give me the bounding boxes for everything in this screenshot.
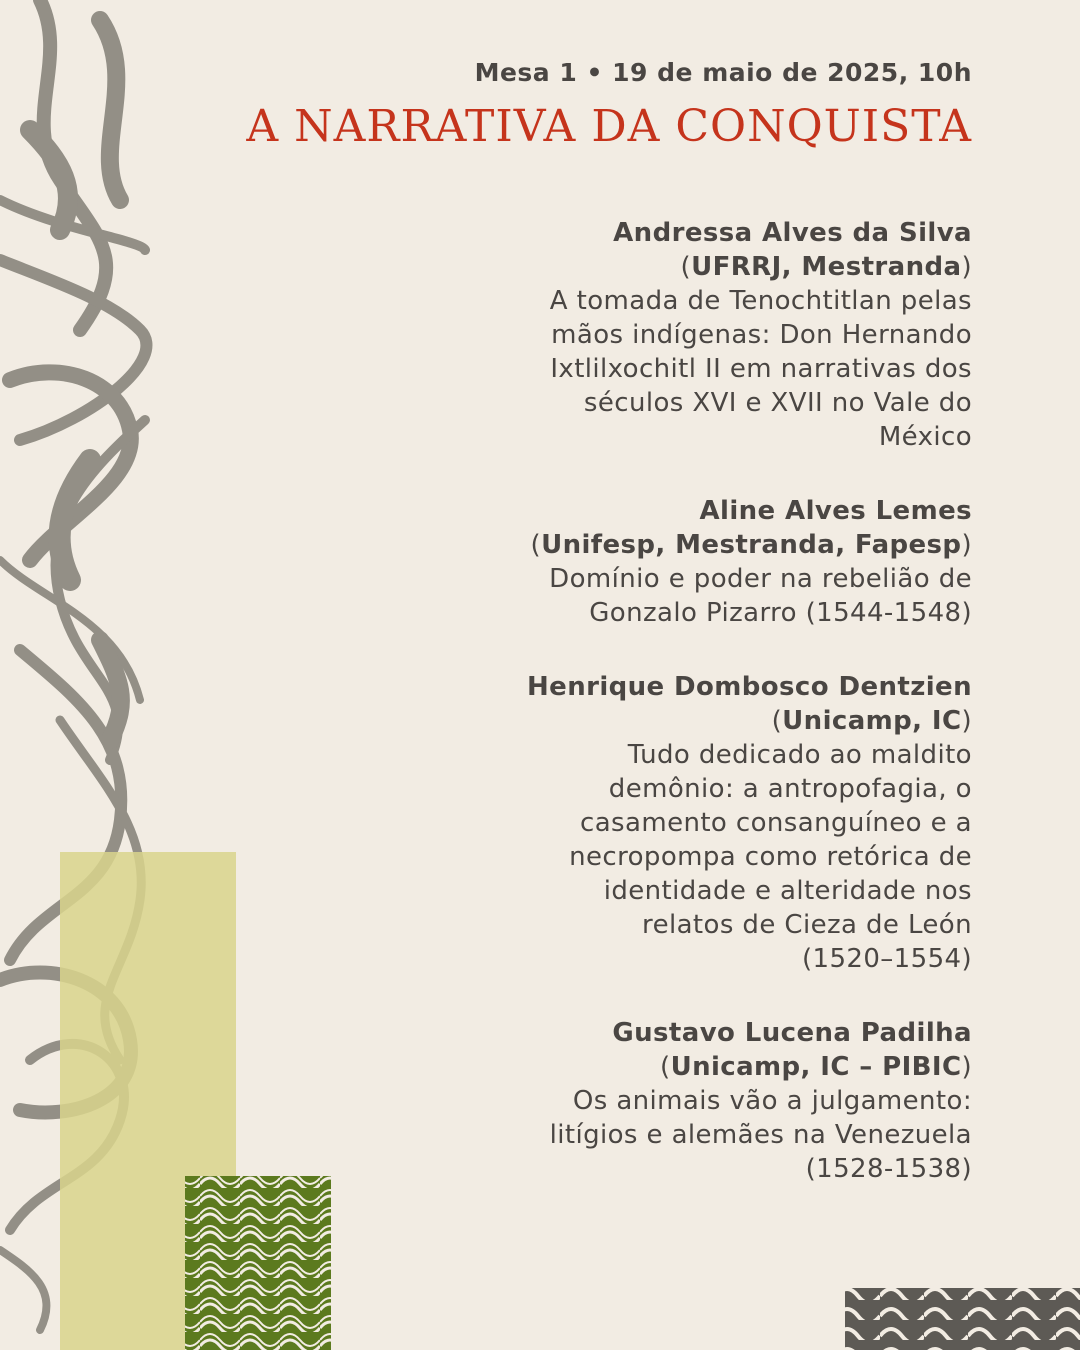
talk-title: Os animais vão a julgamento: litígios e alemães na Venezuela (1528-1538) (549, 1086, 972, 1184)
event-info (112, 58, 972, 1186)
speaker-block (112, 216, 972, 454)
speaker-affiliation: (Unifesp, Mestranda, Fapesp) (530, 530, 972, 560)
speaker-name: Gustavo Lucena Padilha (612, 1018, 972, 1048)
talk-title: Domínio e poder na rebelião de Gonzalo Pizarro (1544-1548) (549, 564, 972, 628)
speaker-block (112, 494, 972, 630)
speaker-block (112, 1016, 972, 1186)
talk-title: A tomada de Tenochtitlan pelas mãos indígenas: Don Hernando Ixtlilxochitl II em narrativas dos séculos XVI e XVII no Vale do México (549, 286, 972, 452)
green-wave-tile (185, 1176, 331, 1350)
speaker-affiliation: (Unicamp, IC – PIBIC) (660, 1052, 972, 1082)
page-title: A NARRATIVA DA CONQUISTA (246, 101, 972, 152)
speaker-block (112, 670, 972, 976)
speaker-affiliation: (UFRRJ, Mestranda) (680, 252, 972, 282)
gray-wave-tile (845, 1288, 1080, 1350)
session-info: Mesa 1 • 19 de maio de 2025, 10h (474, 58, 972, 87)
talk-title: Tudo dedicado ao maldito demônio: a antropofagia, o casamento consanguíneo e a necropompa como retórica de identidade e alteridade nos relatos de Cieza de León (1520–1554) (569, 740, 972, 974)
speaker-name: Aline Alves Lemes (699, 496, 972, 526)
speaker-name: Andressa Alves da Silva (613, 218, 972, 248)
speaker-affiliation: (Unicamp, IC) (771, 706, 972, 736)
speaker-name: Henrique Dombosco Dentzien (527, 672, 972, 702)
